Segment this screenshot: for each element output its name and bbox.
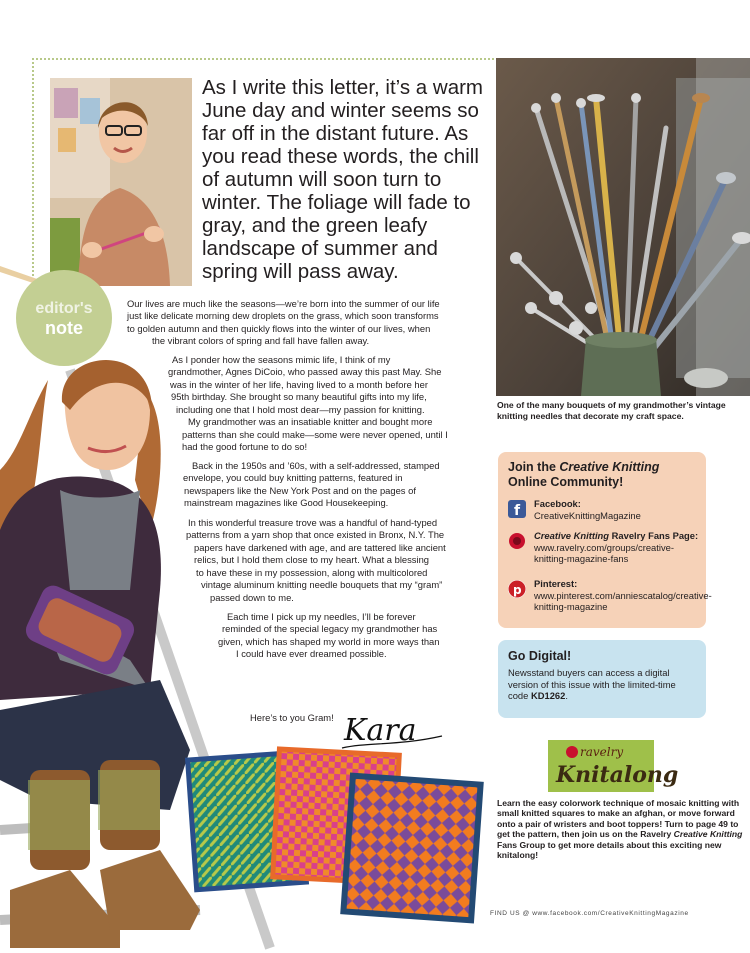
body-line: papers have darkened with age, and are tattered like ancient	[194, 542, 446, 553]
body-line: including one that I hold most dear—my passion for knitting.	[176, 404, 425, 415]
knitalong-text: Learn the easy colorwork technique of mosaic knitting with small knitted squares to make an afghan, or move forward onto a pair of wristers and boot toppers! Turn to page 49 to get the pattern, then join us on the Ravelry Creative Knitting Fans Group to get more details about this exciting new knitalong!	[497, 798, 743, 861]
body-line: relics, but I hold them close to my heart. What a blessing	[194, 554, 430, 565]
body-line: grandmother, Agnes DiCoio, who passed away this past May. She	[168, 366, 442, 377]
body-line: I could have ever dreamed possible.	[236, 648, 387, 659]
body-line: newspapers like the New York Post and on the pages of	[184, 485, 416, 496]
body-line: Each time I pick up my needles, I’ll be forever	[227, 611, 416, 622]
go-digital-text: Newsstand buyers can access a digital version of this issue with the limited-time code KD1262.	[508, 667, 676, 702]
body-line: patterns than she could make—some were never opened, until I	[182, 429, 448, 440]
photo-caption: One of the many bouquets of my grandmother’s vintage knitting needles that decorate my craft space.	[497, 400, 726, 421]
digital-code: KD1262	[530, 690, 566, 702]
go-digital-box	[498, 640, 706, 718]
body-line: In this wonderful treasure trove was a handful of hand-typed	[188, 517, 438, 528]
body-line: vintage aluminum knitting needle bouquets that my “gram”	[201, 579, 443, 590]
body-line: My grandmother was an insatiable knitter and bought more	[188, 416, 433, 427]
body-line: had the good fortune to do so!	[182, 441, 308, 452]
badge-line-1: editor's	[35, 300, 93, 317]
body-line: reminded of the special legacy my grandmother has	[222, 623, 438, 634]
body-line: patterns from a yarn shop that once existed in Bronx, N.Y. The	[186, 529, 445, 540]
footer-find-us: FIND US @ www.facebook.com/CreativeKnittingMagazine	[490, 910, 689, 917]
svg-text:p: p	[513, 583, 522, 597]
pinterest-row[interactable]	[508, 578, 712, 622]
go-digital-title: Go Digital!	[508, 649, 572, 663]
signature-text: Kara	[344, 713, 417, 748]
body-line: passed down to me.	[210, 592, 294, 603]
editor-portrait	[50, 78, 192, 286]
body-line: given, which has shaped my world in more ways than	[218, 636, 440, 647]
pinterest-link[interactable]: www.pinterest.com/anniescatalog/creative-knitting-magazine	[534, 589, 712, 613]
body-line: As I ponder how the seasons mimic life, I think of my	[172, 354, 391, 365]
body-line: mainstream magazines like Good Housekeeping.	[184, 497, 389, 508]
ravelry-label-em: Creative Knitting	[534, 530, 610, 541]
body-line: was in the winter of her life, having lived to a month before her	[170, 379, 428, 390]
facebook-label: Facebook:	[534, 498, 581, 509]
body-line: just like delicate morning dew droplets on the grass, which soon transforms	[127, 310, 439, 321]
knitted-swatches	[188, 744, 488, 924]
badge-line-2: note	[45, 318, 83, 338]
body-line: 95th birthday. She brought so many beautiful gifts into my life,	[171, 391, 427, 402]
ravelry-label: Ravelry Fans Page:	[609, 530, 699, 541]
facebook-icon	[508, 500, 526, 518]
ravelry-knitalong-logo	[548, 740, 679, 792]
intro-paragraph: As I write this letter, it’s a warm June day and winter seems so far off in the distant future. As you read these words, the chill of autumn will soon turn to winter. The foliage will fade to gray, and the green leafy landscape of summer and spring will pass away.	[202, 76, 484, 283]
signoff: Here’s to you Gram!	[250, 712, 334, 723]
body-line: to golden autumn and then quickly flows into the winter of our lives, when	[127, 323, 431, 334]
body-line: to have these in my possession, along with multicolored	[196, 567, 428, 578]
body-line: the vibrant colors of spring and fall have fallen away.	[152, 335, 370, 346]
ravelry-link[interactable]: www.ravelry.com/groups/creative-knitting-magazine-fans	[534, 541, 674, 565]
logo-ravelry-text: ravelry	[580, 745, 624, 759]
svg-text:f: f	[514, 503, 521, 519]
online-community-box	[498, 452, 712, 628]
body-line: Back in the 1950s and ’60s, with a self-addressed, stamped	[192, 460, 440, 471]
body-line: Our lives are much like the seasons—we’re born into the summer of our life	[127, 298, 440, 309]
ravelry-icon	[508, 532, 526, 550]
knitting-needles-photo	[496, 58, 750, 396]
facebook-link[interactable]: CreativeKnittingMagazine	[534, 509, 641, 521]
facebook-row[interactable]	[508, 498, 704, 528]
ravelry-row[interactable]	[508, 530, 704, 576]
logo-knitalong-text: Knitalong	[556, 762, 679, 788]
body-line: envelope, you could buy knitting patterns, featured in	[183, 472, 403, 483]
pinterest-label: Pinterest:	[534, 578, 578, 589]
pinterest-icon	[508, 580, 526, 598]
dotted-divider-vertical	[32, 58, 34, 288]
community-title: Join the Creative Knitting Online Community!	[508, 460, 660, 489]
